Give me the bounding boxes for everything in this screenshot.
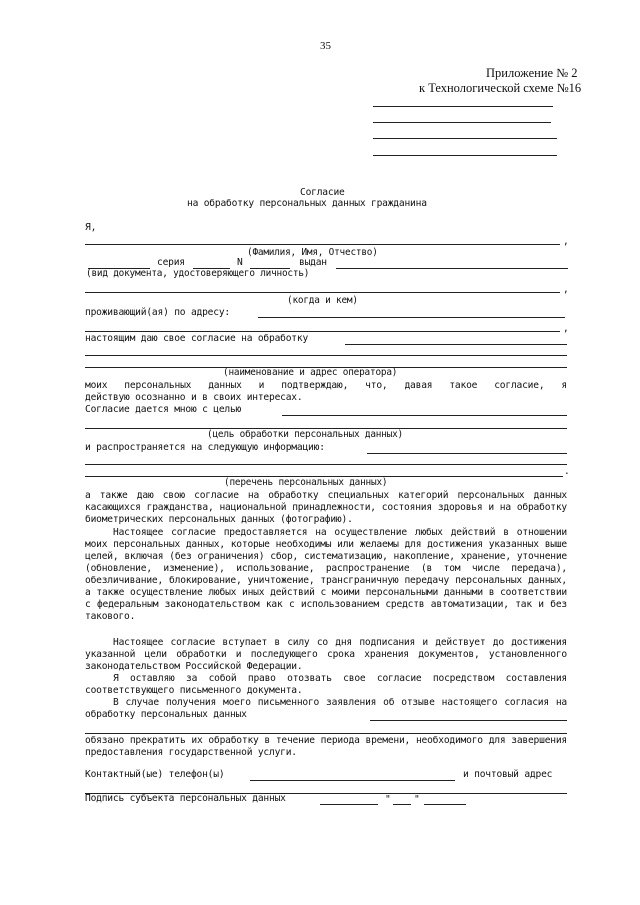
appendix-subtitle: к Технологической схеме №16 (419, 81, 582, 95)
purpose-label: Согласие дается мною с целью (85, 404, 242, 415)
conscious-line: действую осознанно и в своих интересах. (85, 392, 303, 403)
ya-label: Я, (85, 222, 97, 233)
signature-field[interactable] (320, 804, 378, 805)
month-year-field[interactable] (424, 804, 466, 805)
address-comma: , (563, 323, 569, 334)
appendix-title: Приложение № 2 (486, 66, 578, 80)
operator-field-2[interactable] (85, 355, 567, 356)
quote-open: " (385, 794, 391, 805)
signature-label: Подпись субъекта персональных данных (85, 793, 286, 804)
applies-label: и распространяется на следующую информацию: (85, 442, 325, 453)
page-number: 35 (320, 40, 331, 52)
approval-line-4 (373, 155, 557, 156)
info-period: . (564, 466, 570, 477)
phone-field[interactable] (250, 780, 455, 781)
info-field-2[interactable] (85, 464, 567, 465)
issued-by-field[interactable] (85, 292, 560, 293)
address-label: проживающий(ая) по адресу: (85, 307, 230, 318)
purpose-field-1[interactable] (282, 415, 567, 416)
special-categories-paragraph: а также даю свою согласие на обработку специальных категорий персональных данных касающихся гражданства, национальной принадлежности, состояния здоровья и на обработку биометрических персональных данных (фотографию). (85, 490, 567, 525)
obliged-paragraph: обязано прекратить их обработку в течение периода времени, необходимого для завершения предоставления государственной услуги. (85, 735, 567, 758)
validity-paragraph: Настоящее согласие вступает в силу со дня подписания и действует до достижения указанной цели обработки и последующего срока хранения документов, установленного законодательством Российской Федерации. (85, 637, 567, 672)
fio-field[interactable] (85, 244, 560, 245)
actions-paragraph: Настоящее согласие предоставляется на осуществление любых действий в отношении моих персональных данных, которые необходимы или желаемы для достижения указанных выше целей, включая (без ограничения) сбор, систематизацию, накопление, хранение, уточнение (обновление, изменение), использование, распространение (в том числе передача), обезличивание, блокирование, уничтожение, трансграничную передачу персональных данных, а также осуществление любых иных действий с моими персональными данными в соответствии с федеральным законодательством как с использованием средств автоматизации, так и без такового. (85, 527, 567, 622)
operator-caption: (наименование и адрес оператора) (223, 367, 398, 378)
fio-caption: (Фамилия, Имя, Отчество) (247, 247, 378, 258)
address-field[interactable] (258, 317, 565, 318)
withdrawal-field-1[interactable] (370, 720, 567, 721)
approval-line-1 (373, 106, 553, 107)
postal-label: и почтовый адрес (463, 769, 553, 780)
when-by-whom-caption: (когда и кем) (287, 295, 358, 306)
doc-type-caption: (вид документа, удостоверяющего личность) (86, 268, 310, 279)
info-field-1[interactable] (367, 453, 567, 454)
revoke-paragraph: Я оставляю за собой право отозвать свое согласие посредством составления соответствующего письменного документа. (85, 673, 567, 696)
operator-field-1[interactable] (345, 344, 567, 345)
issued-comma: , (563, 284, 569, 295)
approval-line-3 (373, 138, 557, 139)
issued-field[interactable] (336, 268, 568, 269)
own-data-line: моих персональных данных и подтверждаю, что, давая такое согласие, я (85, 380, 567, 391)
heading-line-1: Согласие (300, 187, 345, 198)
withdrawal-field-2[interactable] (85, 733, 567, 734)
phone-label: Контактный(ые) телефон(ы) (85, 769, 225, 780)
quote-close: " (414, 794, 420, 805)
heading-line-2: на обработку персональных данных гражданина (187, 198, 427, 209)
address-field-2[interactable] (85, 331, 560, 332)
approval-line-2 (373, 122, 551, 123)
number-label: N (237, 257, 243, 268)
issued-label: выдан (299, 257, 327, 268)
list-caption: (перечень персональных данных) (224, 477, 388, 488)
day-field[interactable] (393, 804, 411, 805)
purpose-caption: (цель обработки персональных данных) (207, 429, 403, 440)
withdrawal-label: В случае получения моего письменного заявления об отзыве настоящего согласия на обработку персональных данных (85, 697, 567, 720)
series-label: серия (157, 257, 185, 268)
fio-comma: , (563, 236, 569, 247)
consent-label: настоящим даю свое согласие на обработку (85, 333, 309, 344)
